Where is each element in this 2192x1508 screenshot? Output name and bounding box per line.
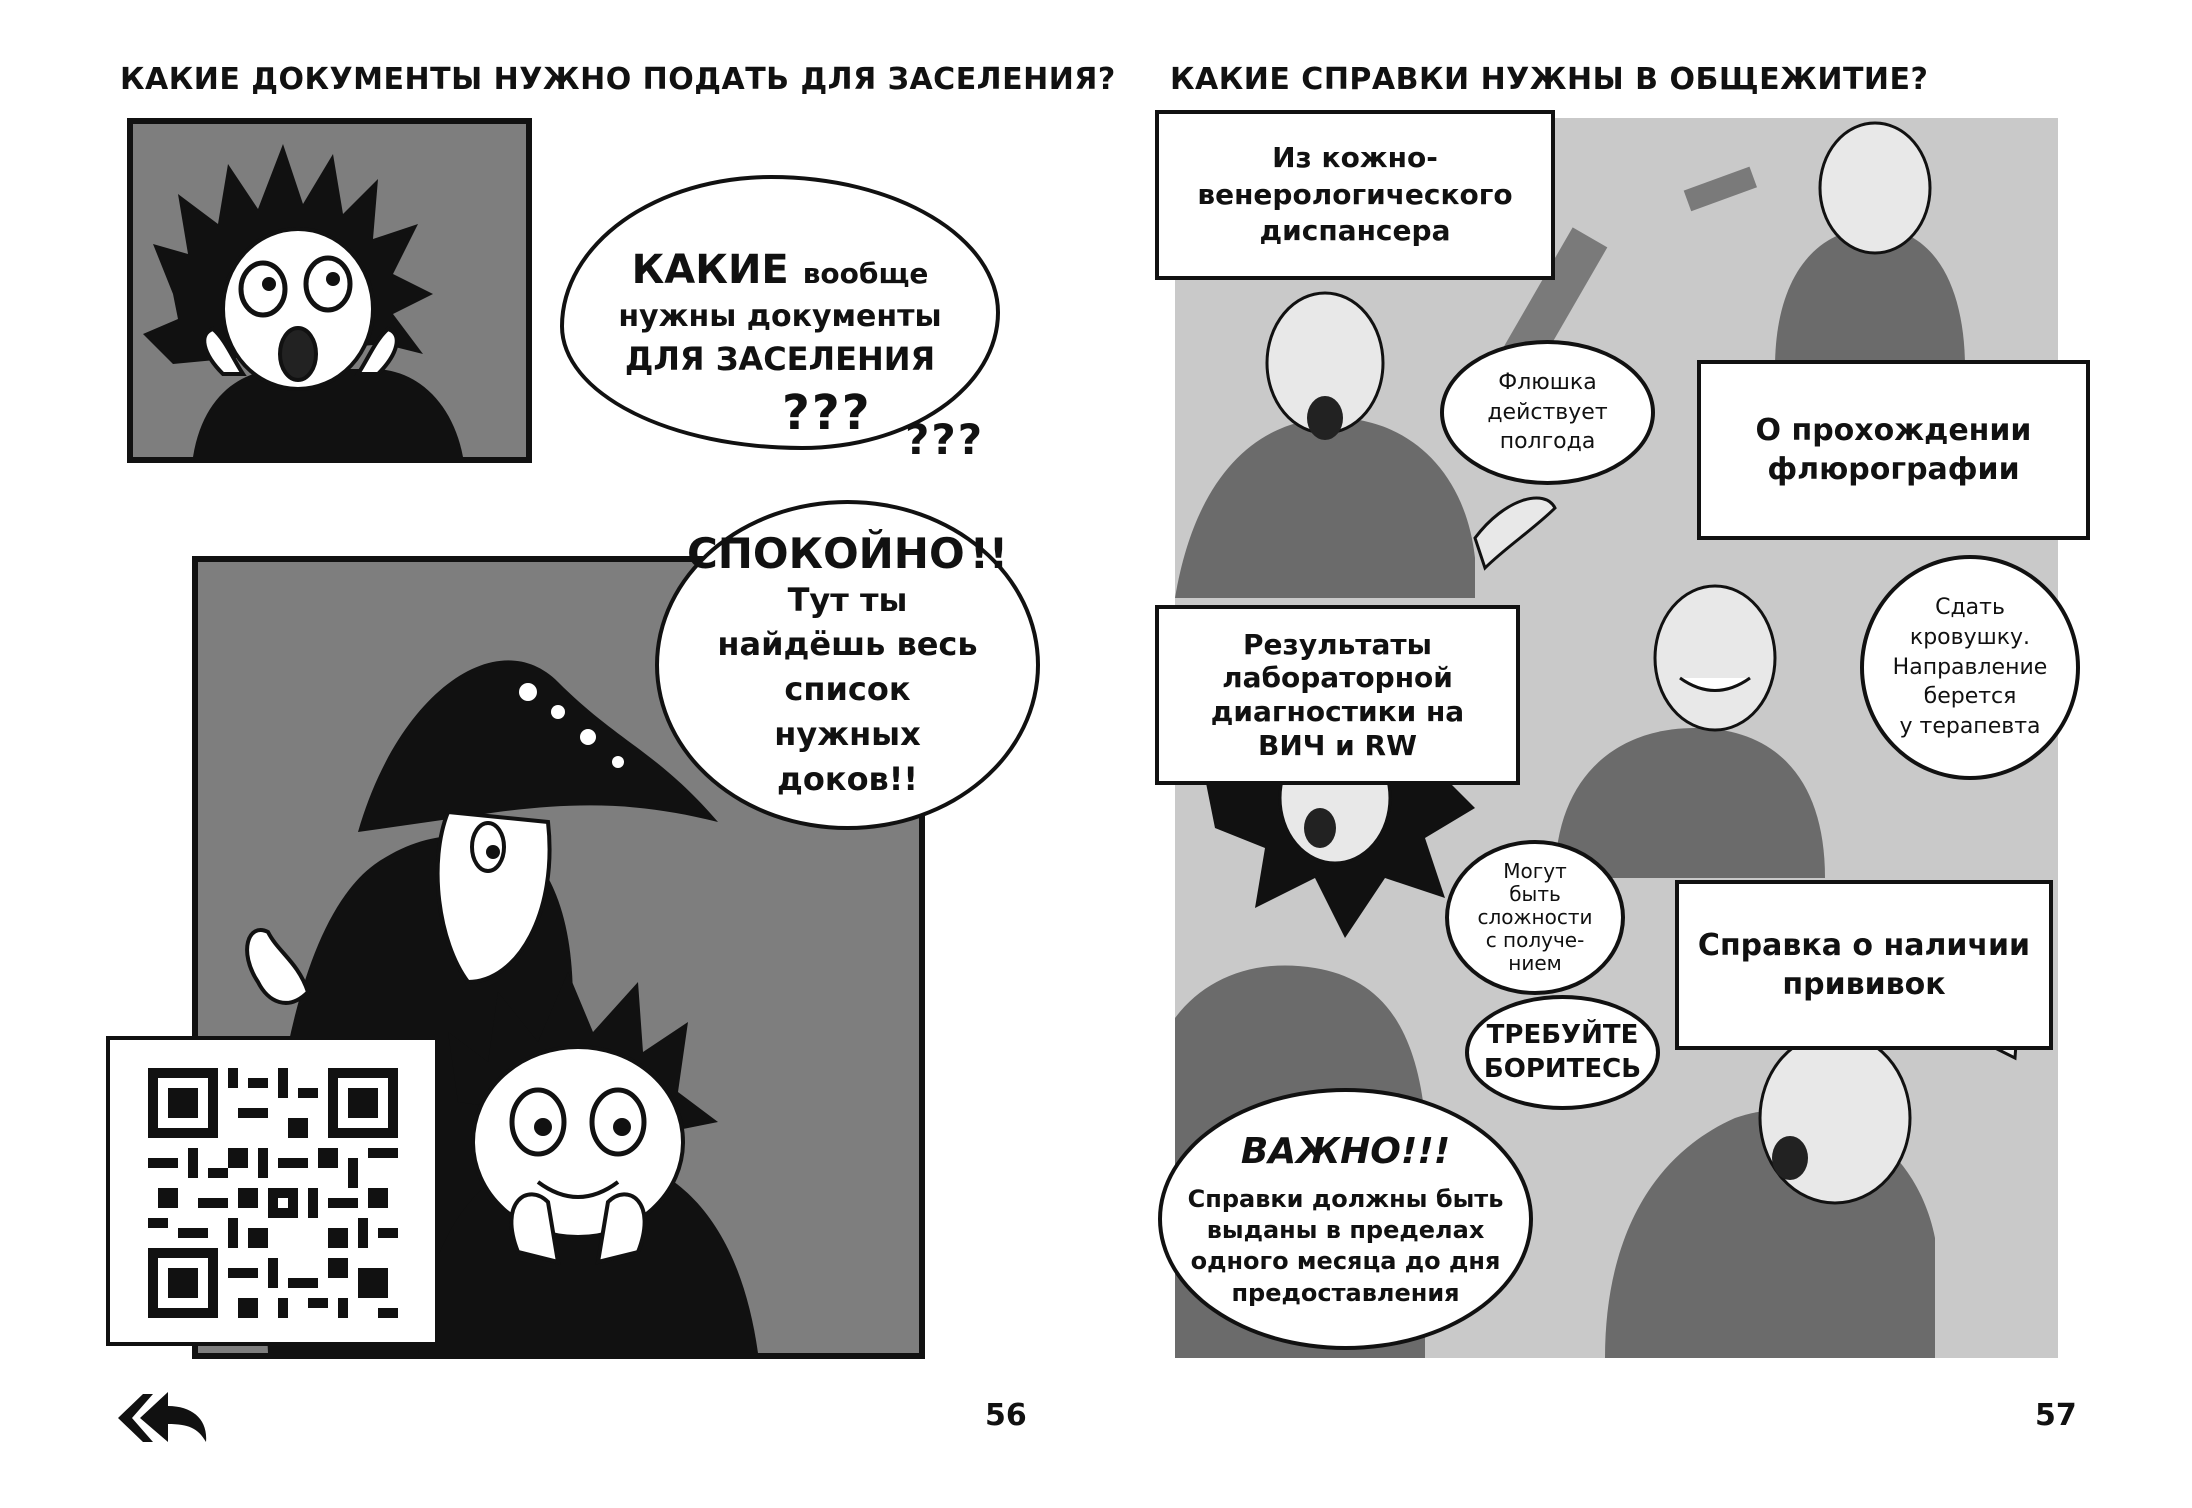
bubble-difficult-line1: Могут bbox=[1503, 859, 1567, 883]
question-marks-2: ??? bbox=[905, 415, 985, 464]
caption2-line2: флюрографии bbox=[1767, 452, 2020, 487]
caption3-line1: Результаты bbox=[1243, 627, 1432, 661]
bubble1-line1b: вообще bbox=[802, 257, 929, 290]
bubble-flu-line2: действует bbox=[1487, 399, 1608, 425]
bubble2-line2: Тут ты bbox=[787, 580, 908, 619]
back-arrow-icon[interactable] bbox=[118, 1390, 208, 1446]
bubble-difficult-line3: сложности bbox=[1477, 905, 1593, 929]
scared-character-illustration bbox=[133, 124, 526, 457]
bubble-difficult-line4: с получе- bbox=[1485, 928, 1585, 952]
bubble-flu-line3: полгода bbox=[1499, 429, 1596, 455]
bubble2-excl: !! bbox=[969, 528, 1009, 578]
caption4-line1: Справка о наличии bbox=[1697, 928, 2031, 963]
caption3-line2: лабораторной bbox=[1222, 661, 1453, 695]
bubble-difficult-line5: нием bbox=[1508, 951, 1562, 975]
caption3-line3: диагностики на bbox=[1210, 695, 1465, 728]
bubble-important-line1: Справки должны быть bbox=[1187, 1185, 1504, 1214]
speech-bubble-which-documents bbox=[560, 175, 1000, 450]
caption-lab-diagnostics bbox=[1155, 605, 1520, 785]
caption3-line4: ВИЧ и RW bbox=[1258, 728, 1417, 762]
speech-bubble-give-blood bbox=[1860, 555, 2080, 780]
speech-bubble-important bbox=[1158, 1088, 1533, 1350]
bubble-demand-line1: ТРЕБУЙТЕ bbox=[1486, 1019, 1639, 1050]
bubble-blood-line2: кровушку. bbox=[1909, 624, 2031, 650]
caption-fluorography bbox=[1697, 360, 2090, 540]
caption1-line3: диспансера bbox=[1259, 214, 1451, 248]
bubble-flu-line1: Флюшка bbox=[1498, 369, 1597, 395]
speech-bubble-calm-down bbox=[655, 500, 1040, 830]
caption-dermatovenerology bbox=[1155, 110, 1555, 280]
speech-bubble-demand-fight bbox=[1465, 995, 1660, 1110]
bubble-blood-line5: у терапевта bbox=[1899, 714, 2041, 740]
bubble-demand-line2: БОРИТЕСЬ bbox=[1483, 1053, 1642, 1084]
bubble1-line2a: нужны bbox=[618, 299, 737, 334]
bubble-blood-line3: Направление bbox=[1892, 654, 2048, 680]
comic-panel-scared bbox=[127, 118, 532, 463]
caption2-line1: О прохождении bbox=[1755, 413, 2032, 448]
question-marks-1: ??? bbox=[782, 385, 872, 441]
speech-bubble-fluorography-validity bbox=[1440, 340, 1655, 485]
qr-code-icon[interactable] bbox=[106, 1036, 439, 1346]
right-page-heading: КАКИЕ СПРАВКИ НУЖНЫ В ОБЩЕЖИТИЕ? bbox=[1170, 62, 1929, 97]
bubble-blood-line1: Сдать bbox=[1935, 595, 2005, 621]
right-page-number: 57 bbox=[2035, 1398, 2077, 1433]
bubble2-line4: список bbox=[784, 670, 911, 709]
qr-code-pattern bbox=[148, 1068, 398, 1318]
left-page-heading: КАКИЕ ДОКУМЕНТЫ НУЖНО ПОДАТЬ ДЛЯ ЗАСЕЛЕНИЯ? bbox=[120, 62, 1116, 97]
bubble-important-line3: одного месяца до дня bbox=[1190, 1247, 1501, 1276]
left-page-number: 56 bbox=[985, 1398, 1027, 1433]
bubble1-line2b: документы bbox=[746, 299, 942, 334]
caption1-line1: Из кожно- bbox=[1272, 141, 1438, 175]
caption-vaccinations bbox=[1675, 880, 2053, 1050]
bubble2-line1: СПОКОЙНО bbox=[686, 528, 965, 578]
caption1-line2: венерологического bbox=[1197, 177, 1513, 211]
bubble1-line1a: КАКИЕ bbox=[631, 247, 789, 293]
caption4-line2: прививок bbox=[1782, 967, 1946, 1002]
bubble1-line3: ДЛЯ ЗАСЕЛЕНИЯ bbox=[624, 340, 936, 378]
bubble-important-line4: предоставления bbox=[1231, 1278, 1460, 1307]
bubble-important-line2: выданы в пределах bbox=[1206, 1216, 1485, 1245]
bubble2-line3: найдёшь весь bbox=[717, 625, 978, 664]
speech-bubble-difficulties bbox=[1445, 840, 1625, 995]
bubble-difficult-line2: быть bbox=[1509, 882, 1561, 906]
bubble2-line6: доков!! bbox=[777, 759, 918, 798]
bubble-important-title: ВАЖНО!!! bbox=[1240, 1131, 1451, 1173]
bubble2-line5: нужных bbox=[774, 714, 921, 753]
bubble-blood-line4: берется bbox=[1923, 684, 2017, 710]
